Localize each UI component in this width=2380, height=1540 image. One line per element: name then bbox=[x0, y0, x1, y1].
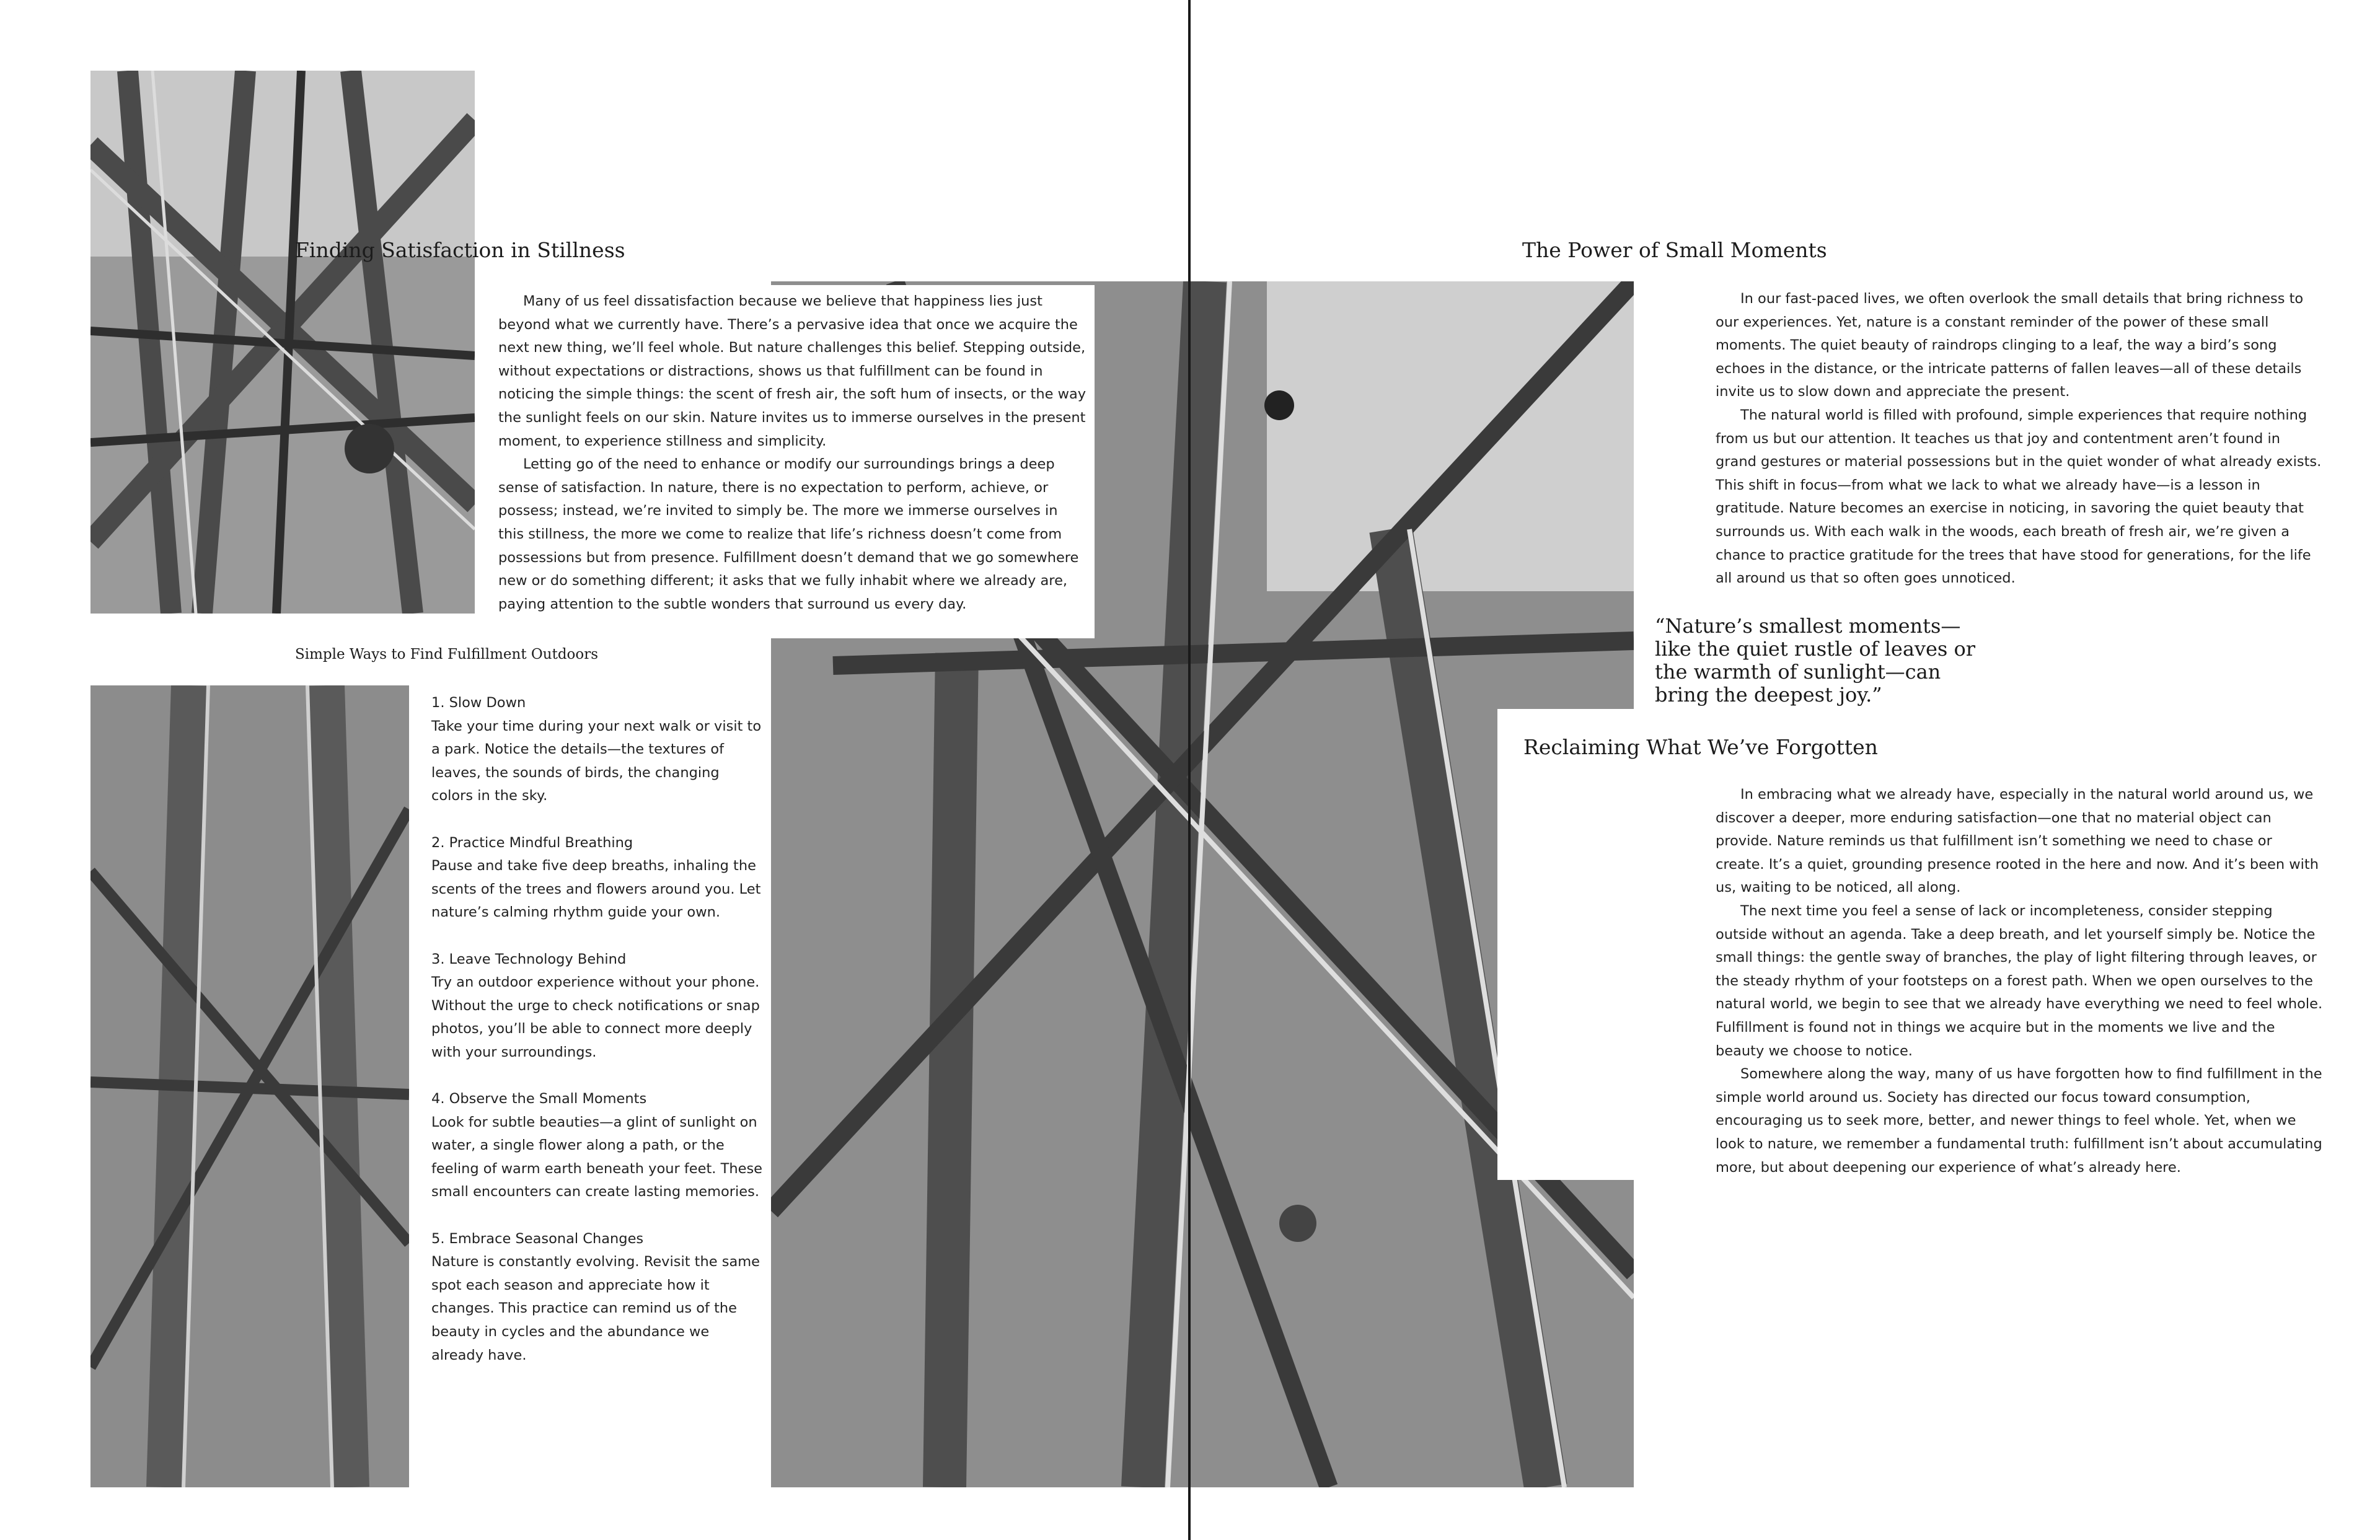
tip-item bbox=[431, 1088, 764, 1204]
tip-item bbox=[431, 1228, 764, 1368]
steel-columns-image bbox=[90, 685, 409, 1487]
paragraph: The next time you feel a sense of lack or incompleteness, consider stepping outside without an agenda. Take a deep breath, and let yourself simply be. Notice the small things: the gentle sway of branches, the play of light filtering through leaves, or the steady rhythm of your footsteps on a forest path. When we open ourselves to the natural world, we begin to see that we already have everything we need to feel whole. Fulfillment is found not in things we acquire but in the moments we live and the beauty we choose to notice. bbox=[1716, 902, 2323, 1059]
tip-body: Look for subtle beauties—a glint of sunlight on water, a single flower along a path, or the feeling of warm earth beneath your feet. These small encounters can create lasting memories. bbox=[431, 1114, 763, 1200]
tips-heading: Simple Ways to Find Fulfillment Outdoors bbox=[295, 646, 599, 662]
stillness-article-body bbox=[481, 285, 1095, 638]
paragraph: The natural world is filled with profound, simple experiences that require nothing from us but our attention. It teaches us that joy and contentment aren’t found in grand gestures or material possessions but in the quiet wonder of what already exists. This shift in focus—from what we lack to what we already have—is a lesson in gratitude. Nature becomes an exercise in noticing, in savoring the quiet beauty that surrounds us. With each walk in the woods, each breath of fresh air, we’re given a chance to practice gratitude for the trees that have stood for generations, for the life all around us that so often goes unnoticed. bbox=[1716, 407, 2322, 587]
section-heading-stillness: Finding Satisfaction in Stillness bbox=[295, 238, 625, 262]
tip-title: 5. Embrace Seasonal Changes bbox=[431, 1230, 644, 1247]
tip-body: Take your time during your next walk or visit to a park. Notice the details—the textures of leaves, the sounds of birds, the changing colors in the sky. bbox=[431, 718, 762, 804]
section-heading-small-moments: The Power of Small Moments bbox=[1522, 238, 1827, 262]
tip-item bbox=[431, 692, 764, 808]
tip-body: Pause and take five deep breaths, inhaling the scents of the trees and flowers around you. Let nature’s calming rhythm guide your own. bbox=[431, 858, 761, 921]
steel-structure-photo-bottom-left bbox=[90, 685, 409, 1487]
tip-body: Nature is constantly evolving. Revisit the same spot each season and appreciate how it changes. This practice can remind us of the beauty in cycles and the abundance we already have. bbox=[431, 1254, 760, 1363]
tip-item bbox=[431, 832, 764, 925]
tip-item bbox=[431, 948, 764, 1065]
page-gutter-line bbox=[1188, 0, 1191, 1540]
reclaiming-article-body bbox=[1716, 783, 2323, 1192]
tip-title: 2. Practice Mindful Breathing bbox=[431, 834, 633, 851]
tip-title: 4. Observe the Small Moments bbox=[431, 1091, 647, 1107]
paragraph: In our fast-paced lives, we often overlook the small details that bring richness to our experiences. Yet, nature is a constant reminder of the power of these small moments. The quiet beauty of raindrops clinging to a leaf, the way a bird’s song echoes in the distance, or the intricate patterns of fallen leaves—all of these details invite us to slow down and appreciate the present. bbox=[1716, 291, 2304, 400]
tip-title: 1. Slow Down bbox=[431, 695, 526, 711]
paragraph: Many of us feel dissatisfaction because we believe that happiness lies just beyond what we currently have. There’s a pervasive idea that once we acquire the next new thing, we’ll feel whole. But nature challenges this belief. Stepping outside, without expectations or distractions, shows us that fulfillment can be found in noticing the simple things: the scent of fresh air, the soft hum of insects, or the way the sunlight feels on our skin. Nature invites us to immerse ourselves in the present moment, to experience stillness and simplicity. bbox=[498, 293, 1086, 449]
pull-quote: “Nature’s smallest moments—like the quiet rustle of leaves or the warmth of sunlight—can bring the deepest joy.” bbox=[1655, 615, 2002, 706]
right-text-panel bbox=[1497, 709, 1671, 1180]
tip-body: Try an outdoor experience without your phone. Without the urge to check notifications or snap photos, you’ll be able to connect more deeply with your surroundings. bbox=[431, 974, 760, 1060]
steel-structure-photo-top-left bbox=[90, 71, 475, 614]
steel-beams-image bbox=[90, 71, 475, 614]
small-moments-article-body bbox=[1716, 288, 2323, 597]
paragraph: Somewhere along the way, many of us have forgotten how to find fulfillment in the simple world around us. Society has directed our focus toward consumption, encouraging us to seek more, better, and newer things to feel whole. Yet, when we look to nature, we remember a fundamental truth: fulfillment isn’t about accumulating more, but about deepening our experience of what’s already here. bbox=[1716, 1066, 2322, 1176]
tip-title: 3. Leave Technology Behind bbox=[431, 951, 627, 967]
paragraph: Letting go of the need to enhance or modify our surroundings brings a deep sense of satisfaction. In nature, there is no expectation to perform, achieve, or possess; instead, we’re invited to simply be. The more we immerse ourselves in this stillness, the more we come to realize that life’s richness doesn’t come from possessions but from presence. Fulfillment doesn’t demand that we go somewhere new or do something different; it asks that we fully inhabit where we already are, paying attention to the subtle wonders that surround us every day. bbox=[498, 456, 1079, 612]
paragraph: In embracing what we already have, especially in the natural world around us, we discover a deeper, more enduring satisfaction—one that no material object can provide. Nature reminds us that fulfillment isn’t something we need to chase or create. It’s a quiet, grounding presence rooted in the here and now. And it’s been with us, waiting to be noticed, all along. bbox=[1716, 786, 2319, 896]
tips-list bbox=[409, 685, 771, 1487]
section-heading-reclaiming: Reclaiming What We’ve Forgotten bbox=[1523, 735, 1878, 759]
